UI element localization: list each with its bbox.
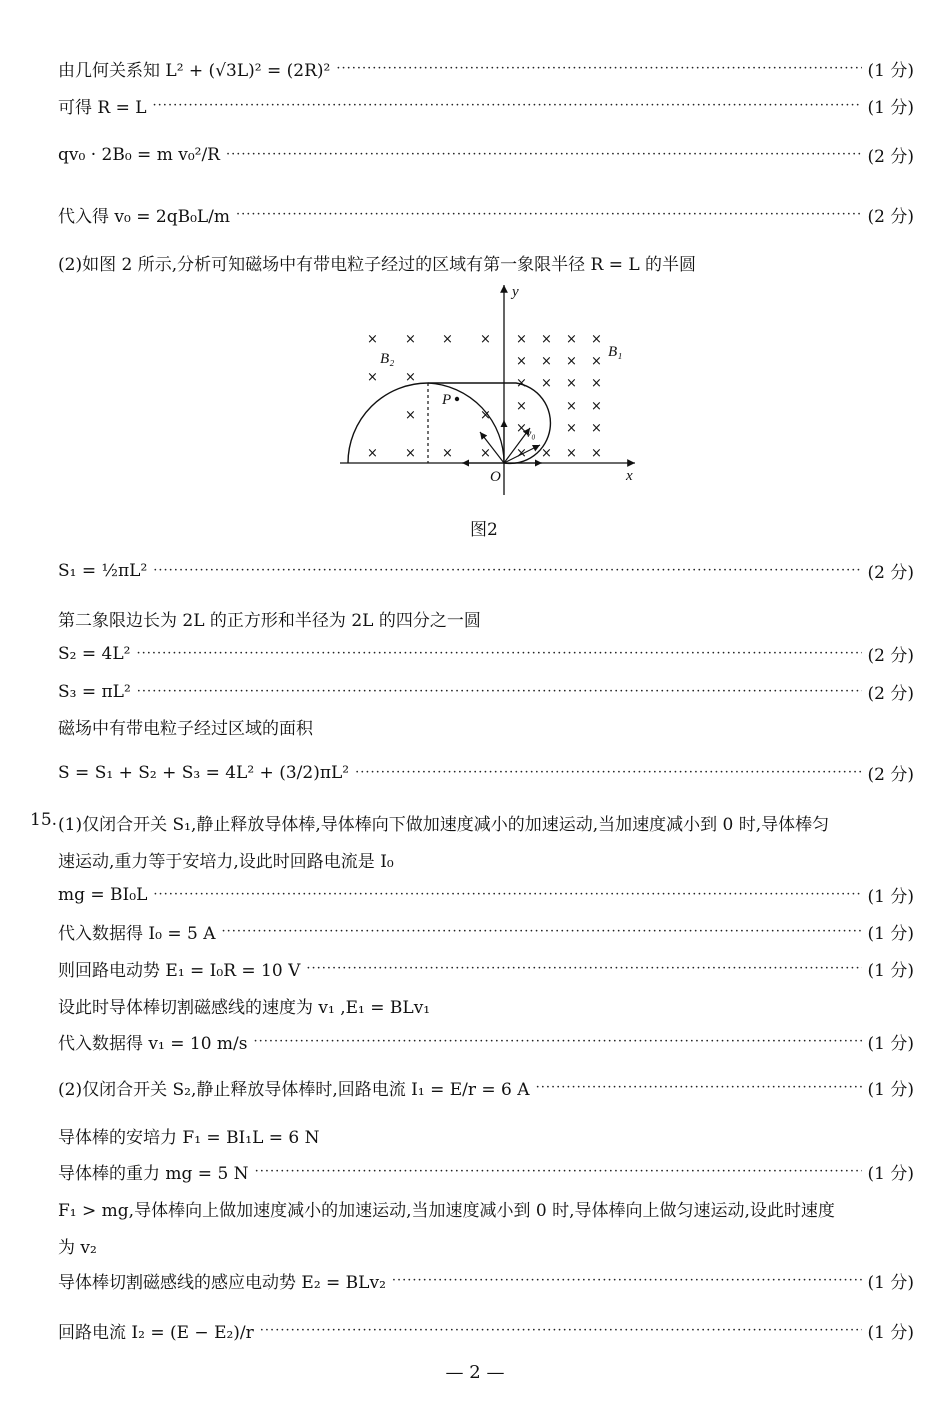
part2-intro: (2)如图 2 所示,分析可知磁场中有带电粒子经过的区域有第一象限半径 R = L 的半圆 [58,255,697,275]
field-cross: × [566,354,577,369]
answer-line [58,558,914,583]
field-cross: × [367,446,378,461]
leader-dots [136,646,861,661]
field-cross: × [405,446,416,461]
leader-dots [392,1273,862,1288]
field-cross: × [516,446,527,461]
field-cross: × [566,376,577,391]
field-cross: × [516,354,527,369]
score-label: (1 分) [867,61,914,81]
answer-line [58,142,914,167]
score-label: (1 分) [867,1273,914,1293]
field-cross: × [516,332,527,347]
answer-line [58,679,914,704]
answer-text: S = S₁ + S₂ + S₃ = 4L² + (3/2)πL² [58,762,350,783]
field-cross: × [541,446,552,461]
answer-line [58,882,914,907]
answer-line [58,202,914,227]
leader-dots [153,98,862,113]
field-cross: × [566,446,577,461]
answer-text: S₁ = ½πL² [58,560,148,581]
text-line: F₁ > mg,导体棒向上做加速度减小的加速运动,当加速度减小到 0 时,导体棒向上做匀速运动,设此时速度 [58,1201,835,1221]
text-line: 导体棒的安培力 F₁ = BI₁L = 6 N [58,1128,320,1148]
leader-dots [236,207,861,222]
field-cross: × [566,399,577,414]
score-label: (1 分) [867,1323,914,1343]
text-line: 磁场中有带电粒子经过区域的面积 [58,719,313,739]
score-label: (2 分) [867,207,914,227]
field-cross: × [591,421,602,436]
score-label: (2 分) [867,147,914,167]
score-label: (2 分) [867,646,914,666]
leader-dots [137,684,862,699]
answer-line [58,1159,914,1184]
field-cross: × [442,446,453,461]
text-line: 速运动,重力等于安培力,设此时回路电流是 I₀ [58,852,394,872]
field-cross: × [591,399,602,414]
field-cross: × [516,399,527,414]
point-p [455,397,459,401]
figure-magnetic-field [330,280,650,495]
score-label: (1 分) [867,1164,914,1184]
answer-text: S₂ = 4L² [58,643,131,664]
field-cross: × [480,408,491,423]
field-cross: × [367,370,378,385]
answer-text: 回路电流 I₂ = (E − E₂)/r [58,1323,254,1343]
trajectory-arc [428,383,504,463]
field-cross: × [442,332,453,347]
leader-dots [153,887,861,902]
field-cross: × [566,332,577,347]
answer-line [58,1268,914,1293]
p-label: P [442,392,452,408]
leader-dots [536,1080,862,1095]
answer-line [58,56,914,81]
leader-dots [306,961,861,976]
text-line: 为 v₂ [58,1238,97,1258]
answer-text: qv₀ · 2B₀ = m v₀²/R [58,144,220,165]
answer-line [58,641,914,666]
score-label: (1 分) [867,1080,914,1100]
answer-text: 由几何关系知 L² + (√3L)² = (2R)² [58,61,331,81]
field-cross: × [591,376,602,391]
field-cross: × [516,421,527,436]
score-label: (2 分) [867,684,914,704]
field-cross: × [591,354,602,369]
leader-dots [226,147,862,162]
answer-line [58,956,914,981]
text-line: 设此时导体棒切割磁感线的速度为 v₁ ,E₁ = BLv₁ [58,998,431,1018]
y-label: y [512,284,519,300]
score-label: (2 分) [867,765,914,785]
field-cross: × [541,376,552,391]
field-cross: × [541,332,552,347]
leader-dots [260,1323,862,1338]
b1-label: B₁ [608,344,623,360]
answer-text: S₃ = πL² [58,681,131,702]
score-label: (2 分) [867,563,914,583]
answer-line [58,1318,914,1343]
answer-text: 代入数据得 v₁ = 10 m/s [58,1034,248,1054]
answer-line [58,1029,914,1054]
origin-label: O [490,469,501,485]
field-cross: × [405,408,416,423]
answer-text: 导体棒切割磁感线的感应电动势 E₂ = BLv₂ [58,1273,386,1293]
answer-line [58,760,914,785]
leader-dots [253,1034,861,1049]
answer-text: 则回路电动势 E₁ = I₀R = 10 V [58,961,301,981]
leader-dots [255,1164,862,1179]
score-label: (1 分) [867,98,914,118]
figure-caption: 图2 [470,520,498,540]
leader-dots [336,61,861,76]
score-label: (1 分) [867,1034,914,1054]
field-cross: × [405,332,416,347]
score-label: (1 分) [867,924,914,944]
score-label: (1 分) [867,961,914,981]
field-cross: × [480,332,491,347]
leader-dots [221,924,861,939]
field-cross: × [591,446,602,461]
answer-text: 代入得 v₀ = 2qB₀L/m [58,207,231,227]
text-line: 第二象限边长为 2L 的正方形和半径为 2L 的四分之一圆 [58,611,481,631]
answer-text: (2)仅闭合开关 S₂,静止释放导体棒时,回路电流 I₁ = E/r = 6 A [58,1080,530,1100]
answer-text: 可得 R = L [58,98,147,118]
b2-label: B₂ [380,351,395,367]
answer-text: 代入数据得 I₀ = 5 A [58,924,216,944]
field-cross: × [516,376,527,391]
page-number: — 2 — [445,1362,505,1383]
v0-label: v₀ [526,426,536,440]
answer-line [58,1075,914,1100]
leader-dots [153,563,861,578]
score-label: (1 分) [867,887,914,907]
field-cross: × [591,332,602,347]
leader-dots [355,765,861,780]
answer-text: mg = BI₀L [58,884,148,905]
field-cross: × [480,446,491,461]
field-crosses-right [516,332,602,461]
answer-line [58,93,914,118]
answer-text: 导体棒的重力 mg = 5 N [58,1164,249,1184]
x-label: x [626,468,633,484]
answer-line [58,919,914,944]
text-line: (1)仅闭合开关 S₁,静止释放导体棒,导体棒向下做加速度减小的加速运动,当加速度减小到 0 时,导体棒匀 [58,815,830,835]
field-cross: × [367,332,378,347]
question-number: 15. [30,810,58,830]
field-cross: × [566,421,577,436]
field-cross: × [541,354,552,369]
field-cross: × [405,370,416,385]
